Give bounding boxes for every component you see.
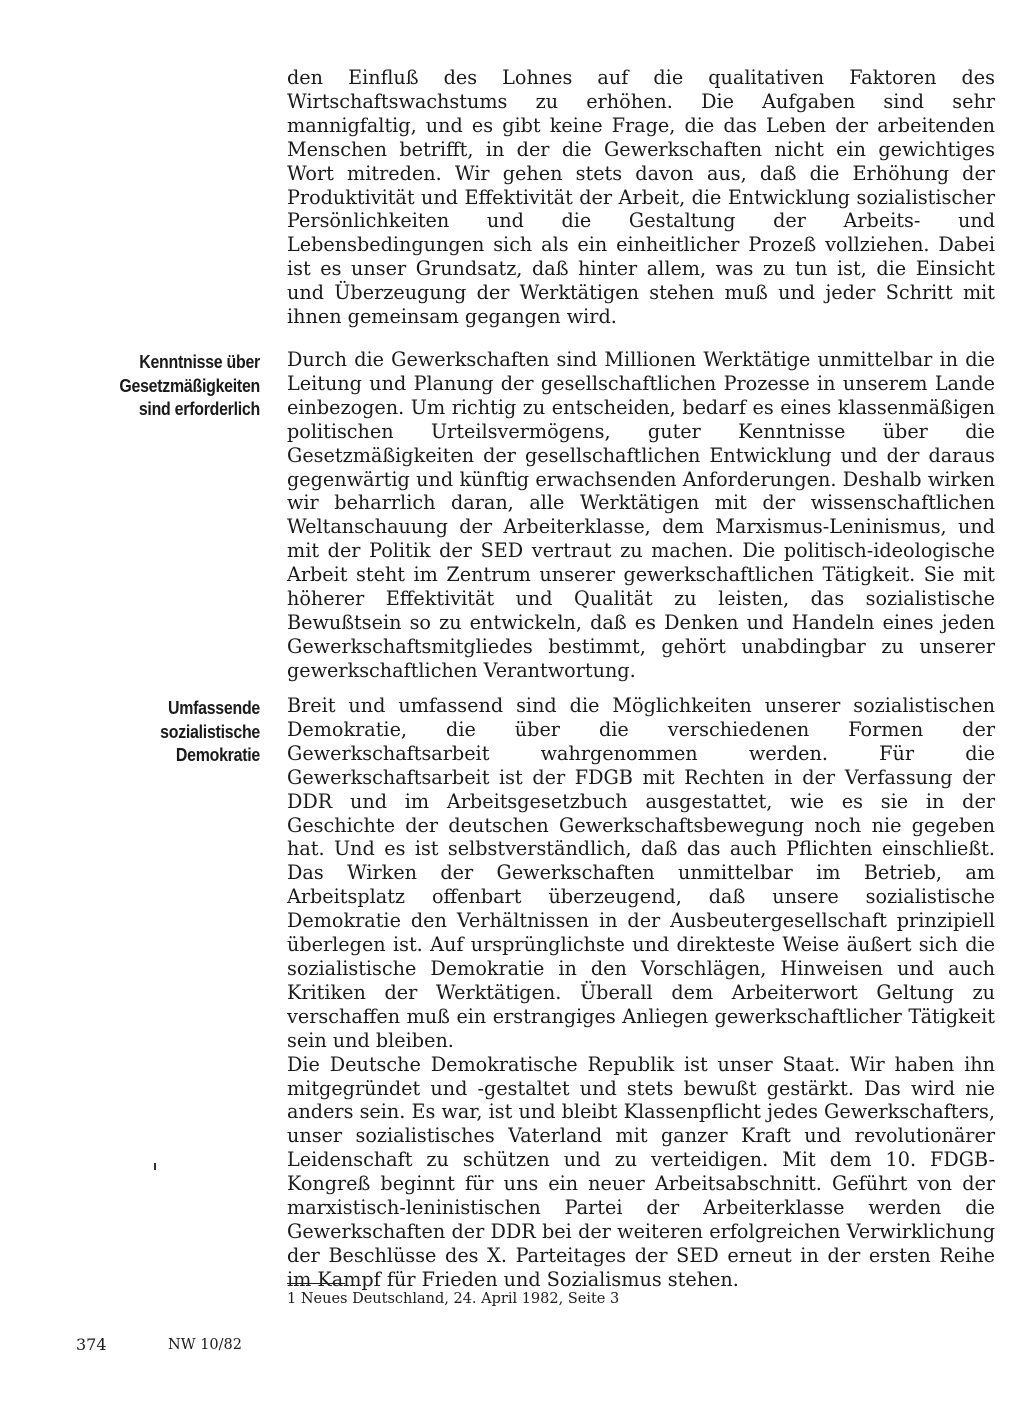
footnote-rule <box>287 1283 345 1284</box>
side-heading-line: sozialistische <box>160 720 260 742</box>
footnote: 1 Neues Deutschland, 24. April 1982, Seite 3 <box>287 1291 620 1307</box>
paragraph-3-text: Breit und umfassend sind die Möglichkeiten unserer sozialistischen Demokratie, die über die verschiedenen Formen der Gewerkschaftsarbeit wahrgenommen werden. Für die Gewerkschaftsarbeit ist der FDGB mit Rechten in der Verfassung der DDR und im Arbeitsgesetzbuch ausgestattet, wie es sie in der Geschichte der deutschen Gewerkschaftsbewegung noch nie gegeben hat. Und es ist selbstverständlich, daß das auch Pflichten einschließt. Das Wirken der Gewerkschaften unmittelbar im Betrieb, am Arbeitsplatz offenbart überzeugend, daß unsere sozialistische Demokratie den Verhältnissen in der Ausbeutergesellschaft prinzipiell überlegen ist. Auf ursprünglichste und direkteste Weise äußert sich die sozialistische Demokratie in den Vorschlägen, Hinweisen und auch Kritiken der Werktätigen. Überall dem Arbeiterwort Geltung zu verschaffen muß ein erstrangiges Anliegen gewerkschaftlicher Tätigkeit sein und bleiben. <box>287 694 995 1052</box>
page-number: 374 <box>76 1335 107 1354</box>
side-heading-line: Kenntnisse über <box>139 351 260 372</box>
side-heading-line: Demokratie <box>175 744 260 765</box>
side-heading-demokratie <box>97 696 260 767</box>
paragraph-2 <box>287 348 995 683</box>
side-heading-line: Umfassende <box>167 697 260 718</box>
side-heading-kenntnisse <box>97 350 260 421</box>
scan-speck <box>154 1163 156 1170</box>
side-heading-line: Gesetzmäßigkeiten <box>119 374 260 396</box>
paragraph-1 <box>287 66 995 329</box>
paragraph-4-text: Die Deutsche Demokratische Republik ist unser Staat. Wir haben ihn mitgegründet und -gestaltet und stets bewußt gestärkt. Das wird nie anders sein. Es war, ist und bleibt Klassenpflicht jedes Gewerkschafters, unser sozialistisches Vaterland mit ganzer Kraft und revolutionärer Leidenschaft zu schützen und zu verteidigen. Mit dem 10. FDGB-Kongreß beginnt für uns ein neuer Arbeitsabschnitt. Geführt von der marxistisch-leninistischen Partei der Arbeiterklasse werden die Gewerkschaften der DDR bei der weiteren erfolgreichen Verwirklichung der Beschlüsse des X. Parteitages der SED erneut in der ersten Reihe im Kampf für Frieden und Sozialismus stehen. <box>287 1052 995 1291</box>
journal-reference: NW 10/82 <box>168 1337 242 1353</box>
paragraph-1-text: den Einfluß des Lohnes auf die qualitativen Faktoren des Wirtschaftswachstums zu erhöhen. Die Aufgaben sind sehr mannigfaltig, und es gibt keine Frage, die das Leben der arbeitenden Menschen betrifft, in der die Gewerkschaften nicht ein gewichtiges Wort mitreden. Wir gehen stets davon aus, daß die Erhöhung der Produktivität und Effektivität der Arbeit, die Entwicklung sozialistischer Persönlichkeiten und die Gestaltung der Arbeits- und Lebensbedingungen sich als ein einheitlicher Prozeß vollziehen. Dabei ist es unser Grundsatz, daß hinter allem, was zu tun ist, die Einsicht und Überzeugung der Werktätigen stehen muß und jeder Schritt mit ihnen gemeinsam gegangen wird. <box>287 66 995 329</box>
paragraph-3-group <box>287 694 995 1292</box>
side-heading-line: sind erforderlich <box>138 398 260 419</box>
paragraph-2-text: Durch die Gewerkschaften sind Millionen Werktätige unmittelbar in die Leitung und Planung der gesellschaftlichen Prozesse in unserem Lande einbezogen. Um richtig zu entscheiden, bedarf es eines klassenmäßigen politischen Urteilsvermögens, guter Kenntnisse über die Gesetzmäßigkeiten der gesellschaftlichen Entwicklung und der daraus gegenwärtig und künftig erwachsenden Anforderungen. Deshalb wirken wir beharrlich daran, alle Werktätigen mit der wissenschaftlichen Weltanschauung der Arbeiterklasse, dem Marxismus-Leninismus, und mit der Politik der SED vertraut zu machen. Die politisch-ideologische Arbeit steht im Zentrum unserer gewerkschaftlichen Tätigkeit. Sie mit höherer Effektivität und Qualität zu leisten, das sozialistische Bewußtsein so zu entwickeln, daß es Denken und Handeln eines jeden Gewerkschaftsmitgliedes bestimmt, gehört unabdingbar zu unserer gewerkschaftlichen Verantwortung. <box>287 348 995 682</box>
